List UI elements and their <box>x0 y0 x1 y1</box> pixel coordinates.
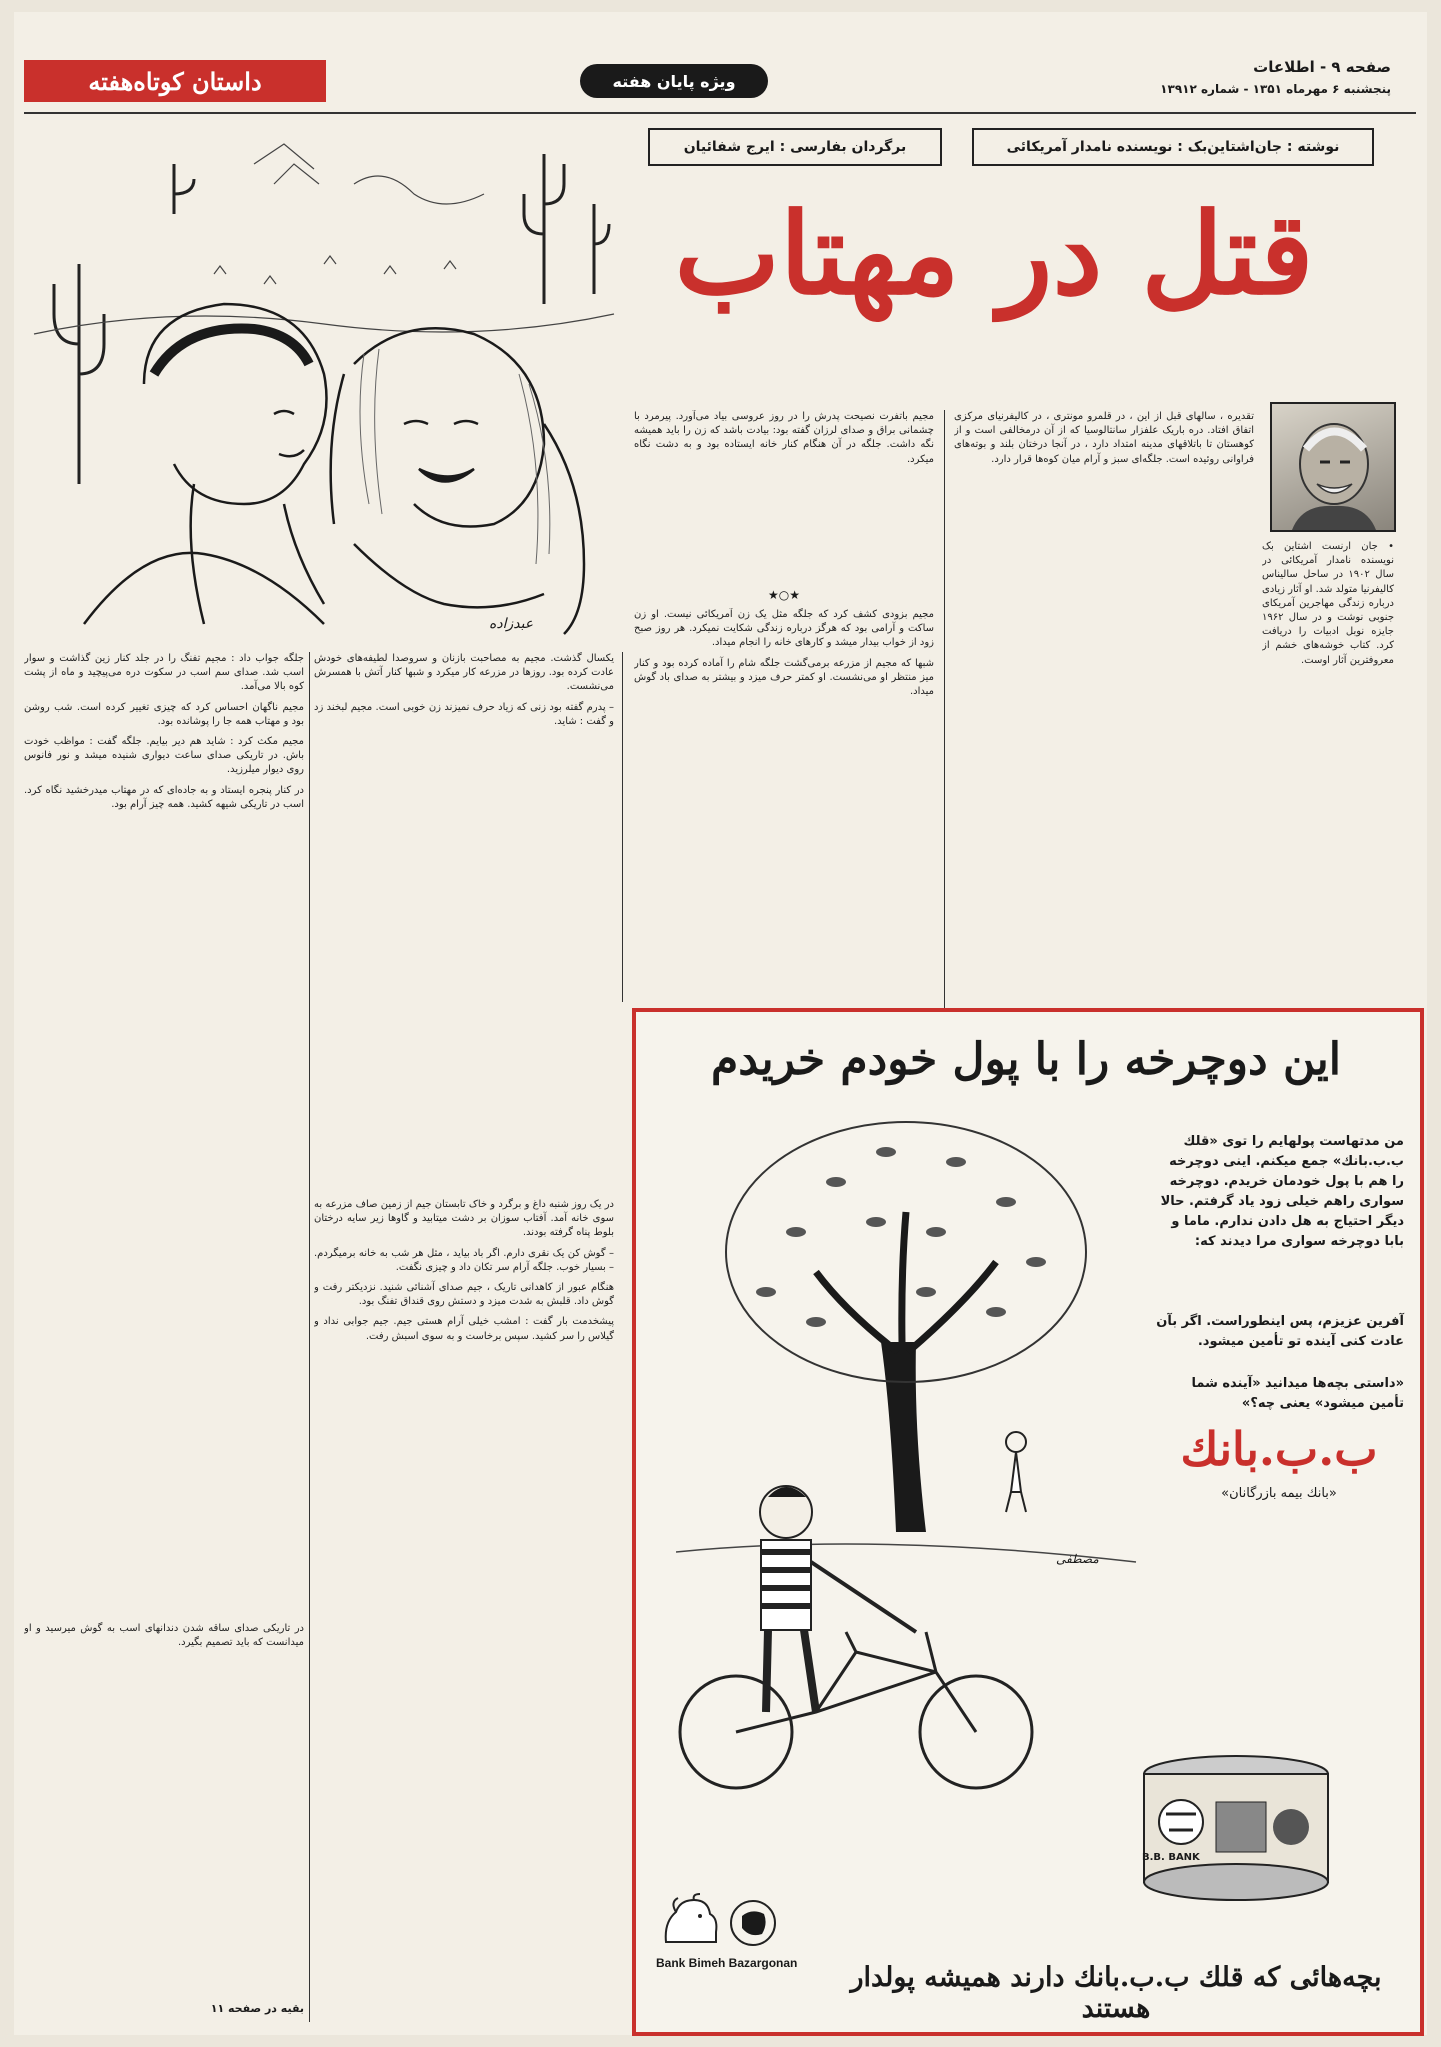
col-a-paragraph-2: جلگه جواب داد : مجیم تفنگ را در جلد کنار زین گذاشت و سوار اسب شد. صدای سم اسب در سکوت دره می‌پیچید و ماه از پشت کوه بالا می‌آمد. <box>24 653 304 693</box>
intro-column-1 <box>954 410 1254 1000</box>
section-divider-stars: ★○★ <box>768 588 800 602</box>
author-bio: • جان ارنست اشتاین بک نویسنده نامدار آمریکائی در سال ۱۹۰۲ در ساحل سالیناس کالیفرنیا متولد شد. او آثار زیادی درباره زندگی مهاجرین آمریکای جنوبی نوشت و در سال ۱۹۶۲ جایزه نوبل ادبیات را دریافت کرد. کتاب خوشه‌های خشم از معروفترین آثار اوست. <box>1262 541 1394 666</box>
col-a-paragraph-1: یکسال گذشت. مجیم به مصاحبت بازنان و سروصدا لطیفه‌های خودش عادت کرده بود. روزها در مزرعه کار میکرد و شبها کنار آتش با همسرش می‌نشست. <box>314 653 614 693</box>
story-column-c <box>314 1198 614 2018</box>
author-credit-box <box>972 128 1374 166</box>
col-c-paragraph-1: در یک روز شنبه داغ و برگرد و خاک تابستان جیم از زمین صاف مزرعه به سوی خانه آمد. آفتاب سوزان بر دشت میتابید و گاوها زیر سایه درختان بلوط پناه گرفته بودند. <box>314 1199 614 1239</box>
col-a-paragraph-4: مجیم ناگهان احساس کرد که چیزی تغییر کرده است. شب روشن بود و مهتاب همه جا را پوشانده بود. <box>24 701 304 727</box>
intro-paragraph-1: تقدیره ، سالهای قبل از این ، در قلمرو مونتری ، در کالیفرنیای مرکزی اتفاق افتاد. دره باریک علفزار سانتالوسیا که از آن درمخالفی است و از کوهستان تا باتلاقهای مدینه امتداد دارد ، در آنجا درختان بلند و بوته‌های فراوانی روئیده است. جلگه‌ای سبز و آرام میان کوه‌ها قرار دارد. <box>954 411 1254 465</box>
continued-note: بقیه در صفحه ۱۱ <box>210 2002 304 2015</box>
story-column-a <box>314 652 614 1192</box>
col-c-paragraph-4: پیشخدمت بار گفت : امشب خیلی آرام هستی جیم. جیم جوابی نداد و گیلاس را سر کشید. سپس برخاست و به سوی اسبش رفت. <box>314 1316 614 1342</box>
money-box-icon <box>1136 1752 1336 1902</box>
ad-quote: آفرین عزیزم، پس اینطوراست. اگر بآن عادت کنی آینده تو تأمین میشود. <box>1156 1314 1404 1349</box>
boy-on-bicycle <box>680 1486 1032 1788</box>
ad-brand-sub: «بانك بیمه بازرگانان» <box>1221 1486 1337 1501</box>
author-photo <box>1270 402 1396 532</box>
iran-map-logo-icon <box>728 1898 778 1948</box>
section-banner-text: داستان کوتاه‌هفته <box>88 66 262 96</box>
col-b-paragraph-2: شبها که مجیم از مزرعه برمی‌گشت جلگه شام را آماده کرده بود و کنار میز منتظر او می‌نشست. او کمتر حرف میزد و بیشتر به صدای باد گوش میداد. <box>634 657 934 698</box>
intro-paragraph-2: مجیم باتفرت نصیحت پدرش را در روز عروسی بیاد می‌آورد. پیرمرد با چشمانی براق و صدای لرزان گفته بود: بیادت باشد که زن را باید همیشه نگه داشت. جلگه در آن هنگام کنار خانه ایستاده بود و به دشت نگاه میکرد. <box>634 411 934 465</box>
story-title: قتل در مهتاب <box>674 189 1314 320</box>
story-illustration <box>24 124 624 644</box>
column-rule-2 <box>309 652 310 2022</box>
intro-column-2 <box>634 410 934 586</box>
col-a-paragraph-3: – پدرم گفته بود زنی که زیاد حرف نمیزند زن خوبی است. مجیم لبخند زد و گفت : شاید. <box>314 701 614 727</box>
col-c-paragraph-3: هنگام عبور از کاهدانی تاریک ، جیم صدای آشنائی شنید. نزدیکتر رفت و گوش داد. قلبش به شدت میزد و دستش روی قنداق تفنگ بود. <box>314 1282 614 1308</box>
ad-body-text: من مدتهاست پولهایم را توی «قلك ب.ب.بانك» جمع میکنم. اینی دوچرخه را هم با پول خودمان خریدم. دوچرخه سواری راهم خیلی زود یاد گرفتم. حالا دیگر احتیاج به هل دادن ندارم. ماما و بابا دوچرخه سواری مرا دیدند که: <box>1160 1134 1404 1249</box>
girl-figure <box>1006 1432 1026 1512</box>
story-column-d <box>24 652 304 1612</box>
col-b-paragraph-1: مجیم بزودی کشف کرد که جلگه مثل یک زن آمریکائی نیست. او زن ساکت و آرامی بود که هرگز درباره زندگی شکایت نمیکرد. هر روز صبح زود از خواب بیدار میشد و کارهای خانه را انجام میداد. <box>634 609 934 649</box>
supplement-badge-text: ویژه‌ پایان‌ هفته <box>612 71 736 91</box>
bank-logo <box>656 1892 856 1962</box>
col-d-paragraph-1: مجیم مکث کرد : شاید هم دیر بیایم. جلگه گفت : مواظب خودت باش. در تاریکی صدای ساعت دیواری شنیده میشد و نور فانوس روی دیوار میلرزید. <box>24 736 304 776</box>
masthead-divider <box>24 112 1416 114</box>
col-d-paragraph-3: در تاریکی صدای ساقه شدن دندانهای اسب به گوش میرسید و او میدانست که باید تصمیم بگیرد. <box>24 1623 304 1649</box>
section-banner <box>24 60 326 102</box>
col-c-paragraph-2: – گوش کن یک نقری دارم. اگر باد بیاید ، مثل هر شب به خانه برمیگردم. – بسیار خوب. جلگه آرام سر تکان داد و چیزی نگفت. <box>314 1247 614 1273</box>
illustration-signature: عبدزاده <box>489 616 534 632</box>
ad-question: «داستی بچه‌ها میدانید «آینده شما تأمین میشود» یعنی چه؟» <box>1191 1376 1404 1411</box>
ad-artist-signature: مصطفی <box>1056 1552 1099 1566</box>
ad-headline: این دوچرخه را با پول خودم خریدم <box>711 1034 1341 1085</box>
tin-label: B.B. BANK <box>1142 1852 1200 1863</box>
tree-drawing <box>726 1122 1086 1532</box>
bank-advertisement <box>632 1008 1424 2036</box>
newspaper-page <box>14 12 1427 2035</box>
translator-credit-box <box>648 128 942 166</box>
ad-brand: ب.ب.بانك <box>1180 1422 1378 1476</box>
bank-tin-can <box>1136 1752 1336 1902</box>
author-credit: نوشته : جان‌اشتاین‌بک : نویسنده نامدار آمریکائی <box>1006 139 1340 155</box>
author-portrait-icon <box>1272 404 1394 530</box>
supplement-badge <box>580 64 768 98</box>
column-rule-1 <box>944 410 945 1010</box>
column-rule-3 <box>622 652 623 1002</box>
lion-logo-icon <box>656 1892 726 1948</box>
bank-latin-name: Bank Bimeh Bazargonan <box>656 1956 798 1970</box>
ad-slogan: بچه‌هائی که قلك ب.ب.بانك دارند همیشه پولدار هستند <box>850 1962 1382 2024</box>
page-label: صفحه ۹ - اطلاعات <box>1253 58 1391 76</box>
tree-and-bicycle-illustration <box>676 1112 1146 1812</box>
col-d-paragraph-2: در کنار پنجره ایستاد و به جاده‌ای که در مهتاب میدرخشید نگاه کرد. اسب در تاریکی شیهه کشید. همه چیز آرام بود. <box>24 784 304 810</box>
intro-column-3 <box>634 608 934 998</box>
story-column-e <box>24 1622 304 2002</box>
translator-credit: برگردان بفارسی : ایرج شفائیان <box>683 139 907 155</box>
couple-illustration <box>24 124 624 644</box>
date-line: پنجشنبه ۶ مهرماه ۱۳۵۱ - شماره ۱۳۹۱۲ <box>1160 82 1391 96</box>
